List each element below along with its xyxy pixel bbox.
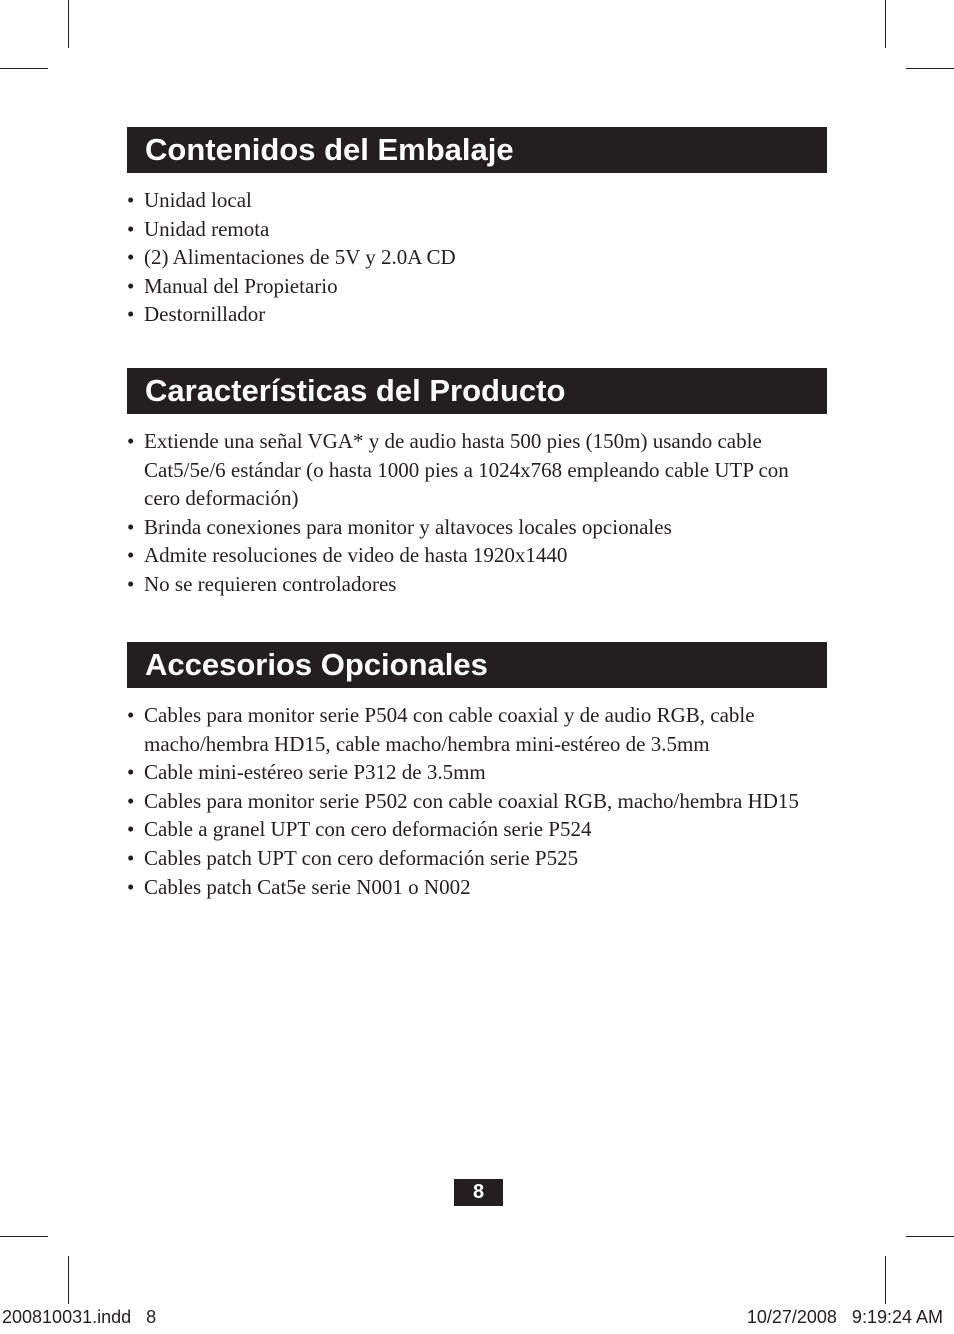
- section-heading-package-contents: Contenidos del Embalaje: [127, 127, 827, 173]
- list-item: • Cables patch UPT con cero deformación serie P525: [127, 844, 827, 873]
- package-contents-list: [127, 186, 827, 329]
- crop-mark-top-left-vertical: [68, 0, 69, 48]
- crop-mark-bottom-right-vertical: [885, 1256, 886, 1304]
- crop-mark-top-right-vertical: [885, 0, 886, 48]
- list-item: • Cable a granel UPT con cero deformación serie P524: [127, 815, 827, 844]
- page-number: 8: [454, 1179, 503, 1206]
- list-item: • Admite resoluciones de video de hasta 1920x1440: [127, 541, 827, 570]
- list-item: • (2) Alimentaciones de 5V y 2.0A CD: [127, 243, 827, 272]
- section-heading-product-features: Características del Producto: [127, 368, 827, 414]
- slug-file-name: 200810031.indd 8: [2, 1307, 157, 1327]
- list-item: • Unidad remota: [127, 215, 827, 244]
- optional-accessories-list: [127, 701, 827, 901]
- list-item: • Unidad local: [127, 186, 827, 215]
- slug-timestamp: 10/27/2008 9:19:24 AM: [746, 1307, 943, 1327]
- section-heading-optional-accessories: Accesorios Opcionales: [127, 642, 827, 688]
- list-item: • Destornillador: [127, 300, 827, 329]
- crop-mark-bottom-left-horizontal: [0, 1236, 48, 1237]
- list-item: • Cables para monitor serie P502 con cable coaxial RGB, macho/hembra HD15: [127, 787, 827, 816]
- list-item: • Cable mini-estéreo serie P312 de 3.5mm: [127, 758, 827, 787]
- list-item: • Cables para monitor serie P504 con cable coaxial y de audio RGB, cable macho/hembra HD15, cable macho/hembra mini-estéreo de 3.5mm: [127, 701, 827, 758]
- list-item: • Manual del Propietario: [127, 272, 827, 301]
- crop-mark-bottom-left-vertical: [68, 1256, 69, 1304]
- product-features-list: [127, 427, 827, 599]
- list-item: • Cables patch Cat5e serie N001 o N002: [127, 873, 827, 902]
- list-item: • Brinda conexiones para monitor y altavoces locales opcionales: [127, 513, 827, 542]
- crop-mark-top-left-horizontal: [0, 68, 48, 69]
- list-item: • No se requieren controladores: [127, 570, 827, 599]
- list-item: • Extiende una señal VGA* y de audio hasta 500 pies (150m) usando cable Cat5/5e/6 estándar (o hasta 1000 pies a 1024x768 empleando cable UTP con cero deformación): [127, 427, 827, 513]
- crop-mark-top-right-horizontal: [906, 68, 954, 69]
- crop-mark-bottom-right-horizontal: [906, 1236, 954, 1237]
